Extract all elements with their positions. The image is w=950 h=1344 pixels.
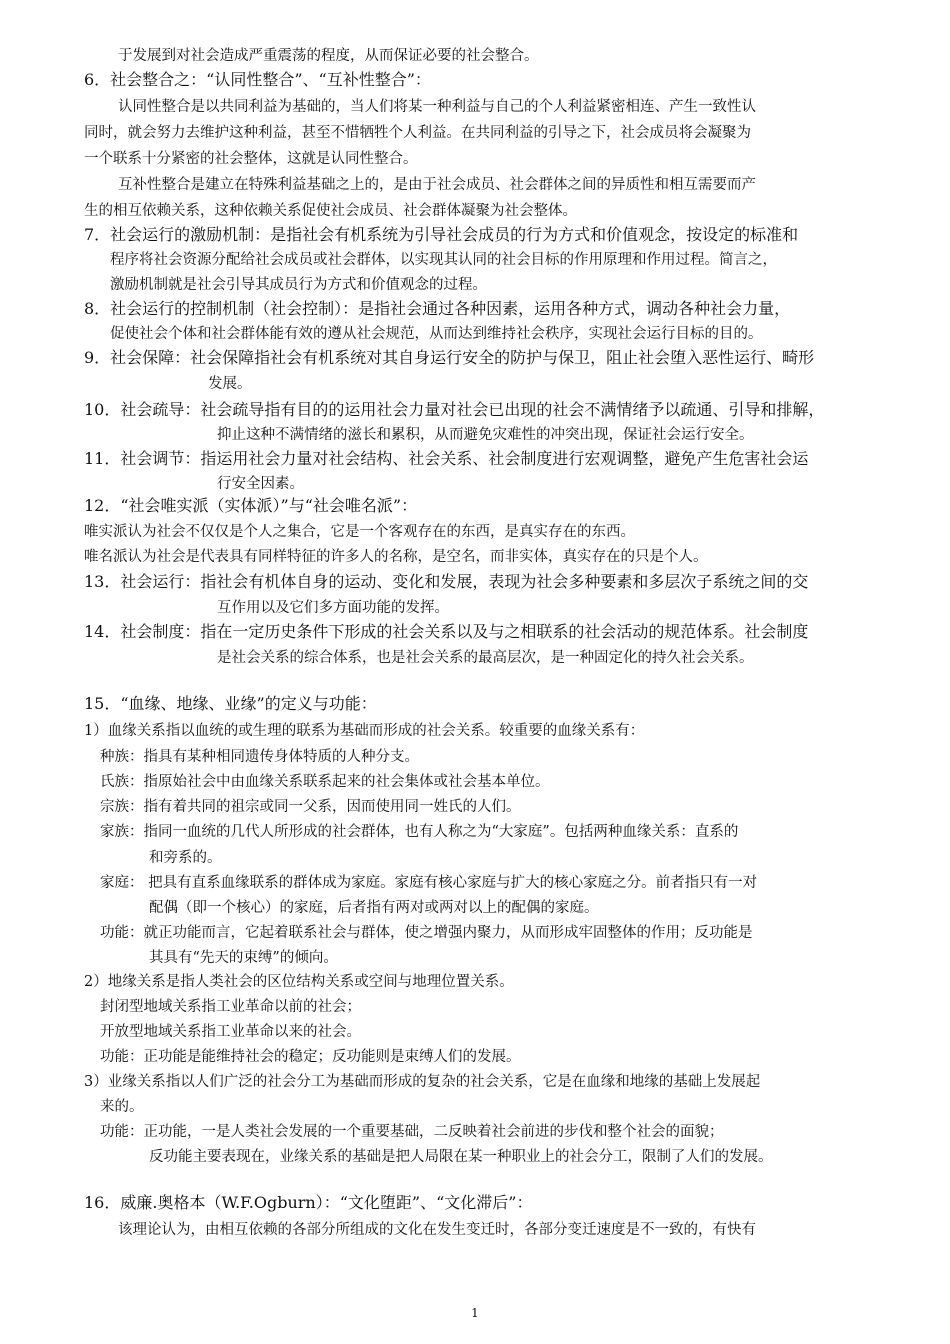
text-line: 来的。 (100, 1099, 144, 1115)
text-line: 开放型地域关系指工业革命以来的社会。 (100, 1024, 361, 1040)
text-line: 唯名派认为社会是代表具有同样特征的许多人的名称，是空名，而非实体，真实存在的只是个人。 (84, 549, 708, 565)
section-heading: 6．社会整合之：“认同性整合”、“互补性整合”： (84, 70, 431, 89)
text-line: 宗族：指有着共同的祖宗或同一父系，因而使用同一姓氏的人们。 (100, 799, 521, 815)
section-heading: 8．社会运行的控制机制（社会控制）：是指社会通过各种因素，运用各种方式，调动各种社会力量， (84, 299, 791, 318)
text-line: 家族：指同一血统的几代人所形成的社会群体，也有人称之为“大家庭”。包括两种血缘关系：直系的 (100, 824, 739, 840)
text-line: 抑止这种不满情绪的滋长和累积，从而避免灾难性的冲突出现，保证社会运行安全。 (217, 427, 754, 443)
section-heading: 11．社会调节：指运用社会力量对社会结构、社会关系、社会制度进行宏观调整，避免产生危害社会运 (84, 449, 809, 468)
text-line: 氏族：指原始社会中由血缘关系联系起来的社会集体或社会基本单位。 (100, 774, 550, 790)
text-line: 同时，就会努力去维护这种利益，甚至不惜牺牲个人利益。在共同利益的引导之下，社会成员将会凝聚为 (84, 125, 751, 141)
section-heading: 15．“血缘、地缘、业缘”的定义与功能： (84, 694, 377, 713)
page-number: 1 (471, 1306, 479, 1320)
section-heading: 12．“社会唯实派（实体派）”与“社会唯名派”： (84, 496, 418, 515)
section-heading: 16．威廉.奥格本（W.F.Ogburn）：“文化堕距”、“文化滞后”： (84, 1193, 533, 1212)
text-line: 程序将社会资源分配给社会成员或社会群体，以实现其认同的社会目标的作用原理和作用过程。简言之， (110, 252, 777, 268)
section-heading: 13．社会运行：指社会有机体自身的运动、变化和发展，表现为社会多种要素和多层次子系统之间的交 (84, 572, 809, 591)
text-line: 于发展到对社会造成严重震荡的程度，从而保证必要的社会整合。 (118, 48, 539, 64)
text-line: 是社会关系的综合体系，也是社会关系的最高层次，是一种固定化的持久社会关系。 (217, 650, 754, 666)
text-line: 和旁系的。 (149, 850, 222, 866)
section-heading: 7．社会运行的激励机制：是指社会有机系统为引导社会成员的行为方式和价值观念，按设定的标准和 (84, 225, 799, 244)
text-line: 家庭： 把具有直系血缘联系的群体成为家庭。家庭有核心家庭与扩大的核心家庭之分。前者指只有一对 (100, 875, 758, 891)
text-line: 促使社会个体和社会群体能有效的遵从社会规范，从而达到维持社会秩序，实现社会运行目标的目的。 (110, 326, 763, 342)
text-line: 2）地缘关系是指人类社会的区位结构关系或空间与地理位置关系。 (84, 974, 514, 990)
text-line: 1）血缘关系指以血统的或生理的联系为基础而形成的社会关系。较重要的血缘关系有： (84, 723, 645, 739)
text-line: 3）业缘关系指以人们广泛的社会分工为基础而形成的复杂的社会关系，它是在血缘和地缘的基础上发展起 (84, 1074, 761, 1090)
text-line: 生的相互依赖关系，这种依赖关系促使社会成员、社会群体凝聚为社会整体。 (84, 203, 577, 219)
text-line: 功能：正功能是能维持社会的稳定；反功能则是束缚人们的发展。 (100, 1049, 521, 1065)
section-heading: 9．社会保障：社会保障指社会有机系统对其自身运行安全的防护与保卫，阻止社会堕入恶性运行、畸形 (84, 348, 815, 367)
text-line: 一个联系十分紧密的社会整体，这就是认同性整合。 (84, 151, 418, 167)
text-line: 发展。 (208, 376, 252, 392)
text-line: 功能：正功能，一是人类社会发展的一个重要基础，二反映着社会前进的步伐和整个社会的面貌； (100, 1124, 724, 1140)
section-heading: 10．社会疏导：社会疏导指有目的的运用社会力量对社会已出现的社会不满情绪予以疏通、引导和排解， (84, 400, 825, 419)
text-line: 封闭型地域关系指工业革命以前的社会； (100, 999, 361, 1015)
text-line: 种族：指具有某种相同遗传身体特质的人种分支。 (100, 749, 419, 765)
section-heading: 14．社会制度：指在一定历史条件下形成的社会关系以及与之相联系的社会活动的规范体系。社会制度 (84, 622, 809, 641)
text-line: 唯实派认为社会不仅仅是个人之集合，它是一个客观存在的东西，是真实存在的东西。 (84, 524, 635, 540)
text-line: 配偶（即一个核心）的家庭，后者指有两对或两对以上的配偶的家庭。 (149, 900, 599, 916)
text-line: 其具有“先天的束缚”的倾向。 (149, 950, 338, 966)
text-line: 激励机制就是社会引导其成员行为方式和价值观念的过程。 (110, 277, 487, 293)
text-line: 行安全因素。 (217, 476, 304, 492)
text-line: 互补性整合是建立在特殊利益基础之上的，是由于社会成员、社会群体之间的异质性和相互需要而产 (118, 177, 756, 193)
text-line: 认同性整合是以共同利益为基础的，当人们将某一种利益与自己的个人利益紧密相连、产生一致性认 (118, 99, 756, 115)
text-line: 该理论认为，由相互依赖的各部分所组成的文化在发生变迁时，各部分变迁速度是不一致的，有快有 (118, 1222, 756, 1238)
text-line: 反功能主要表现在，业缘关系的基础是把人局限在某一种职业上的社会分工，限制了人们的发展。 (149, 1149, 773, 1165)
text-line: 互作用以及它们多方面功能的发挥。 (217, 600, 449, 616)
text-line: 功能：就正功能而言，它起着联系社会与群体，使之增强内聚力，从而形成牢固整体的作用；反功能是 (100, 925, 753, 941)
